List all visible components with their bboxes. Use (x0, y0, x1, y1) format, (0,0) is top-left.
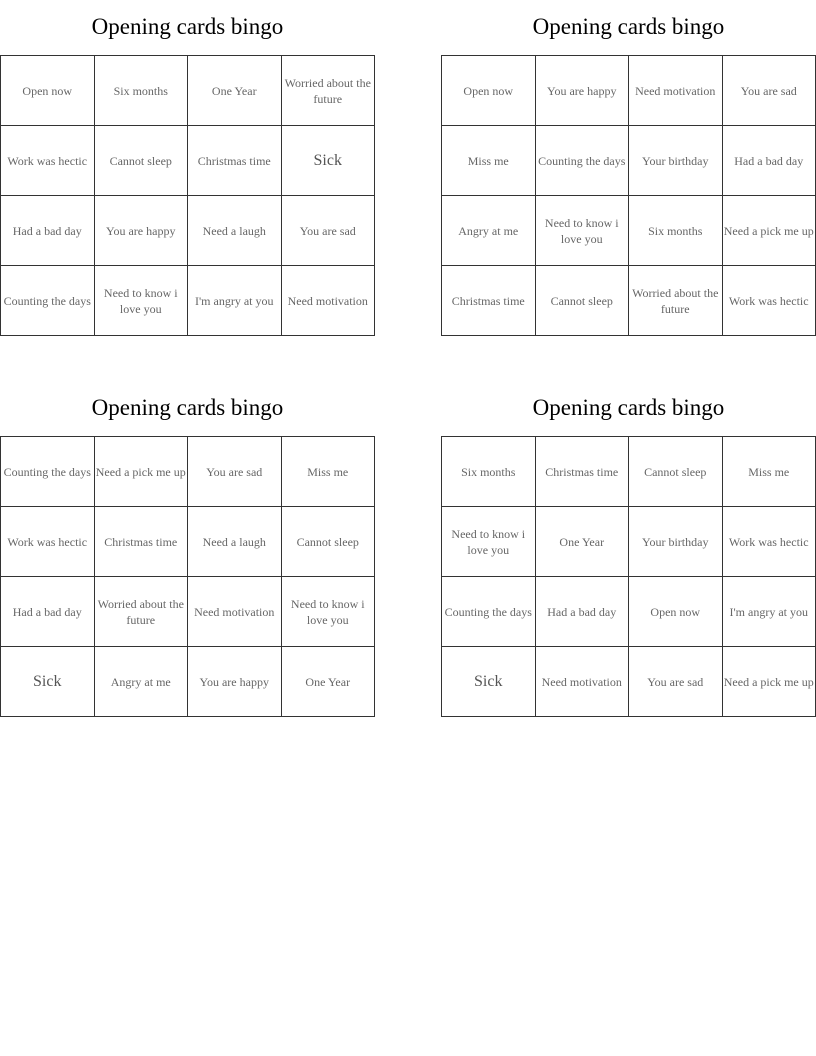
bingo-cell: One Year (536, 507, 630, 577)
bingo-cell: Need to know i love you (442, 507, 536, 577)
bingo-cell: You are sad (188, 437, 282, 507)
card-title: Opening cards bingo (532, 14, 725, 39)
bingo-grid (0, 55, 375, 336)
bingo-cell: One Year (188, 56, 282, 126)
bingo-card-2 (441, 0, 816, 336)
bingo-cell: Angry at me (95, 647, 189, 717)
bingo-cell: Had a bad day (723, 126, 816, 196)
bingo-cell: Counting the days (442, 577, 536, 647)
bingo-cell: Had a bad day (1, 196, 95, 266)
bingo-cell: Need a pick me up (723, 196, 816, 266)
bingo-card-1 (0, 0, 375, 336)
bingo-cell: Work was hectic (723, 507, 816, 577)
bingo-cell: Open now (442, 56, 536, 126)
bingo-cell: Need a pick me up (95, 437, 189, 507)
bingo-cell: Had a bad day (1, 577, 95, 647)
bingo-cell: Six months (442, 437, 536, 507)
bingo-cell: Miss me (282, 437, 376, 507)
bingo-cell: Miss me (723, 437, 816, 507)
bingo-grid (441, 55, 816, 336)
bingo-cell: You are sad (282, 196, 376, 266)
bingo-cell: Christmas time (188, 126, 282, 196)
bingo-cell: Need to know i love you (282, 577, 376, 647)
bingo-grid (0, 436, 375, 717)
bingo-cell: Need motivation (536, 647, 630, 717)
bingo-cell: Counting the days (1, 437, 95, 507)
bingo-cell: Christmas time (95, 507, 189, 577)
bingo-cell: Cannot sleep (536, 266, 630, 336)
bingo-cell: Had a bad day (536, 577, 630, 647)
bingo-cell: You are happy (188, 647, 282, 717)
bingo-cell: Cannot sleep (95, 126, 189, 196)
bingo-cell: I'm angry at you (188, 266, 282, 336)
bingo-cell: You are happy (95, 196, 189, 266)
bingo-grid (441, 436, 816, 717)
bingo-cell: Christmas time (536, 437, 630, 507)
bingo-card-3 (0, 381, 375, 717)
bingo-cell: Sick (1, 647, 95, 717)
card-title: Opening cards bingo (91, 395, 284, 420)
card-title: Opening cards bingo (91, 14, 284, 39)
bingo-cell: Need a pick me up (723, 647, 816, 717)
bingo-cell: Counting the days (536, 126, 630, 196)
bingo-cell: Six months (629, 196, 723, 266)
bingo-cell: You are sad (723, 56, 816, 126)
bingo-cell: Six months (95, 56, 189, 126)
bingo-cell: Your birthday (629, 507, 723, 577)
bingo-cell: You are happy (536, 56, 630, 126)
bingo-cell: Sick (282, 126, 376, 196)
bingo-cell: Work was hectic (1, 126, 95, 196)
bingo-cell: Worried about the future (282, 56, 376, 126)
bingo-cell: One Year (282, 647, 376, 717)
bingo-cell: Cannot sleep (282, 507, 376, 577)
bingo-cell: Work was hectic (723, 266, 816, 336)
bingo-cell: Need to know i love you (536, 196, 630, 266)
bingo-cell: Miss me (442, 126, 536, 196)
bingo-cell: Need a laugh (188, 196, 282, 266)
bingo-cell: Need to know i love you (95, 266, 189, 336)
bingo-cell: You are sad (629, 647, 723, 717)
bingo-cell: Open now (1, 56, 95, 126)
bingo-cell: Need motivation (629, 56, 723, 126)
bingo-cell: Counting the days (1, 266, 95, 336)
bingo-cell: I'm angry at you (723, 577, 816, 647)
bingo-cell: Need motivation (188, 577, 282, 647)
bingo-cell: Open now (629, 577, 723, 647)
bingo-cell: Work was hectic (1, 507, 95, 577)
bingo-cell: Worried about the future (629, 266, 723, 336)
bingo-cell: Cannot sleep (629, 437, 723, 507)
bingo-cell: Angry at me (442, 196, 536, 266)
card-title: Opening cards bingo (532, 395, 725, 420)
bingo-cell: Christmas time (442, 266, 536, 336)
bingo-cell: Your birthday (629, 126, 723, 196)
bingo-card-4 (441, 381, 816, 717)
bingo-cell: Need a laugh (188, 507, 282, 577)
bingo-cell: Worried about the future (95, 577, 189, 647)
bingo-cell: Sick (442, 647, 536, 717)
bingo-cell: Need motivation (282, 266, 376, 336)
